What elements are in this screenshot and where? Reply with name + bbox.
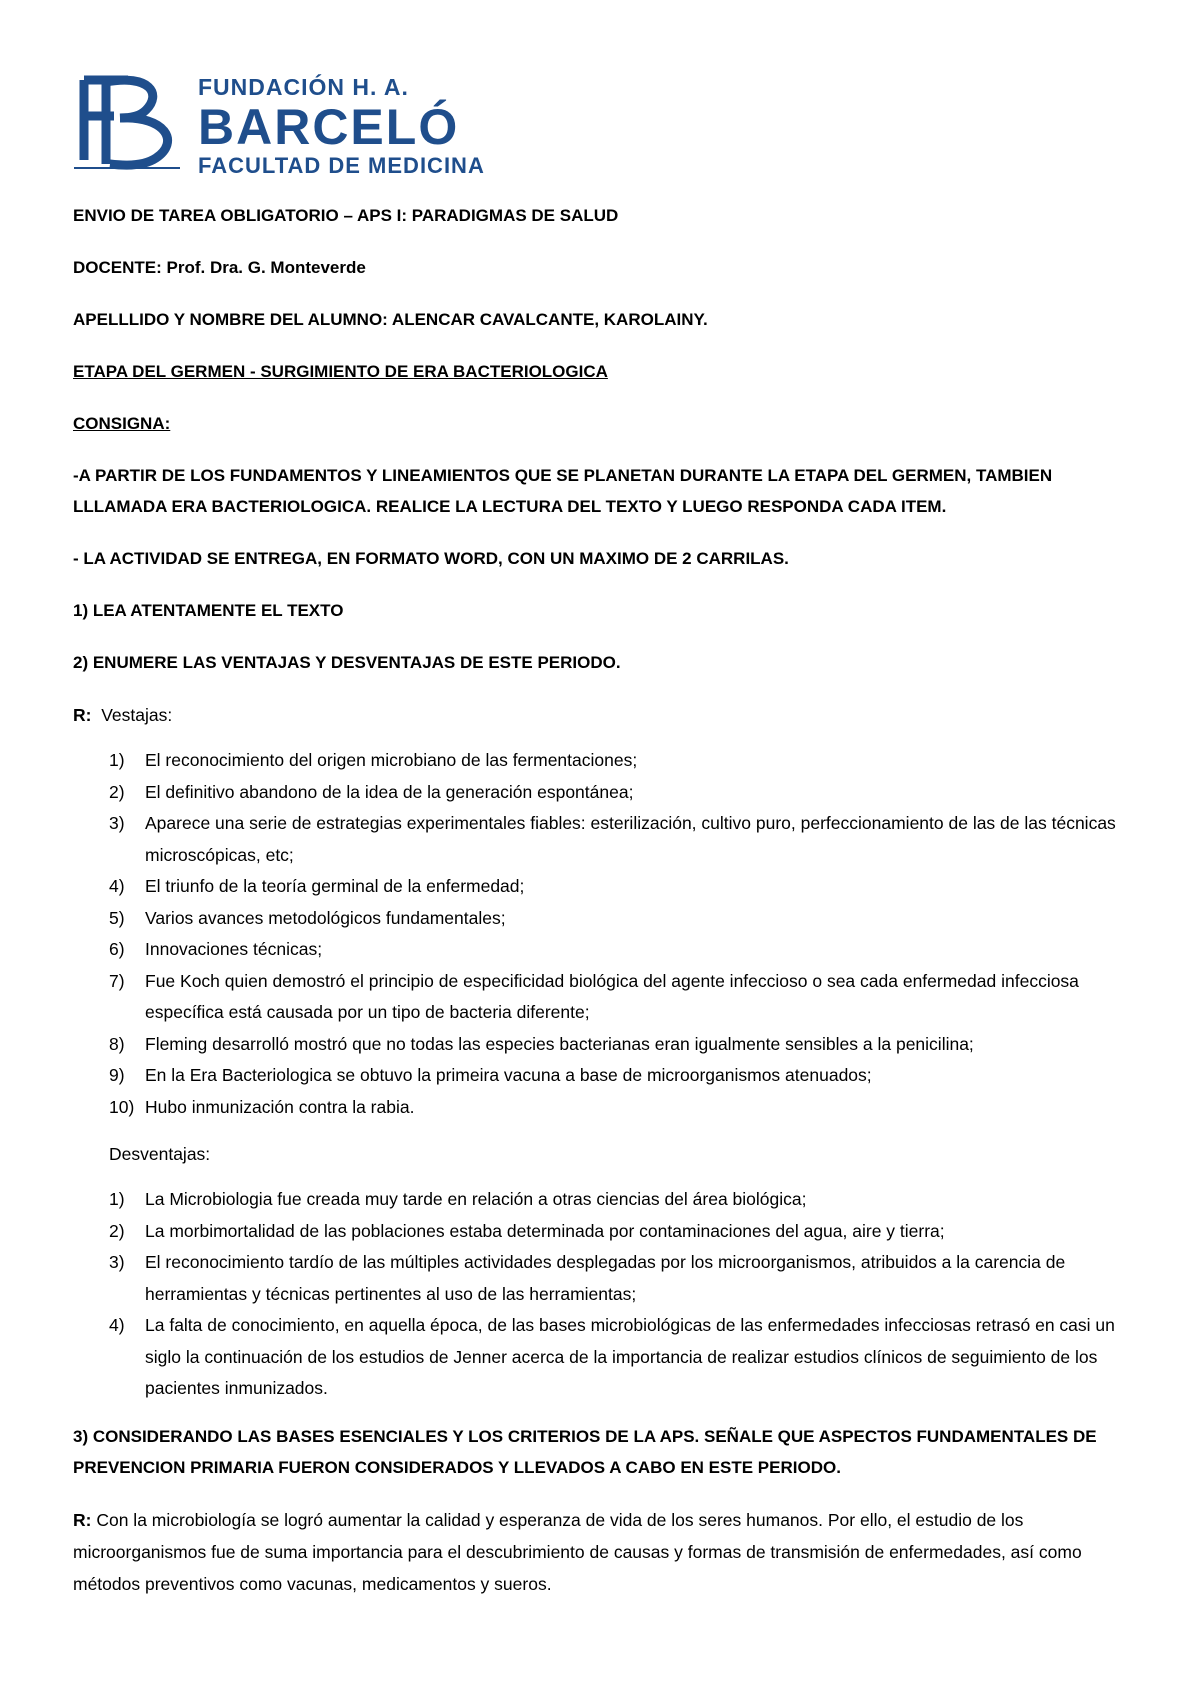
list-item-text: Hubo inmunización contra la rabia. <box>145 1096 415 1117</box>
ventajas-label-line <box>73 699 1138 731</box>
list-item-text: El definitivo abandono de la idea de la generación espontánea; <box>145 781 634 802</box>
stage-heading: ETAPA DEL GERMEN - SURGIMIENTO DE ERA BACTERIOLOGICA <box>73 362 608 381</box>
list-item-text: La morbimortalidad de las poblaciones estaba determinada por contaminaciones del agua, aire y tierra; <box>145 1220 945 1241</box>
list-item-number: 9) <box>109 1065 125 1085</box>
list-item-text: El reconocimiento tardío de las múltiples actividades desplegadas por los microorganismos, atribuidos a la carencia de herramientas y técnicas pertinentes al uso de las herramientas; <box>145 1252 1066 1304</box>
list-item-text: Fue Koch quien demostró el principio de especificidad biológica del agente infeccioso o sea cada enfermedad infecciosa específica está causada por un tipo de bacteria diferente; <box>145 970 1079 1022</box>
question-3: 3) CONSIDERANDO LAS BASES ESENCIALES Y LOS CRITERIOS DE LA APS. SEÑALE QUE ASPECTOS FUNDAMENTALES DE PREVENCION PRIMARIA FUERON CONSIDERADOS Y LLEVADOS A CABO EN ESTE PERIODO. <box>73 1426 1097 1477</box>
list-item <box>73 777 1138 809</box>
consigna-heading: CONSIGNA: <box>73 414 171 433</box>
list-item-text: La Microbiologia fue creada muy tarde en relación a otras ciencias del área biológica; <box>145 1189 807 1209</box>
list-item <box>73 745 1138 777</box>
list-item-number: 8) <box>109 1033 125 1054</box>
barcelo-logo <box>70 68 500 180</box>
answer-3 <box>73 1504 1138 1600</box>
logo-line-1: FUNDACIÓN H. A. <box>198 74 409 100</box>
list-item <box>73 1092 1138 1124</box>
list-item <box>73 1184 1138 1216</box>
list-item-number: 1) <box>109 750 125 770</box>
list-item <box>73 1060 1138 1092</box>
list-item-text: El triunfo de la teoría germinal de la enfermedad; <box>145 876 525 896</box>
list-item-number: 7) <box>109 970 125 991</box>
list-item-number: 6) <box>109 939 125 959</box>
list-item <box>73 808 1138 871</box>
list-item <box>73 1216 1138 1248</box>
list-item <box>73 1247 1138 1310</box>
teacher-line: DOCENTE: Prof. Dra. G. Monteverde <box>73 258 366 277</box>
list-item-number: 2) <box>109 1220 125 1241</box>
document-body <box>73 200 1138 1614</box>
list-item-text: Innovaciones técnicas; <box>145 939 323 959</box>
list-item-text: Fleming desarrolló mostró que no todas las especies bacterianas eran igualmente sensibles a la penicilina; <box>145 1033 974 1054</box>
list-item-number: 1) <box>109 1189 125 1209</box>
list-item <box>73 903 1138 935</box>
ventajas-label: Vestajas: <box>101 705 173 725</box>
question-2: 2) ENUMERE LAS VENTAJAS Y DESVENTAJAS DE ESTE PERIODO. <box>73 653 621 672</box>
desventajas-list <box>73 1184 1138 1405</box>
list-item <box>73 934 1138 966</box>
doc-title: ENVIO DE TAREA OBLIGATORIO – APS I: PARADIGMAS DE SALUD <box>73 206 619 225</box>
logo-text <box>198 68 485 180</box>
desventajas-label: Desventajas: <box>109 1144 211 1164</box>
answer-r-label: R: <box>73 705 92 725</box>
logo-line-3: FACULTAD DE MEDICINA <box>198 153 485 178</box>
list-item-number: 10) <box>109 1096 135 1117</box>
list-item-text: En la Era Bacteriologica se obtuvo la primeira vacuna a base de microorganismos atenuados; <box>145 1065 872 1085</box>
list-item <box>73 966 1138 1029</box>
list-item-number: 4) <box>109 1315 125 1335</box>
list-item-text: El reconocimiento del origen microbiano de las fermentaciones; <box>145 750 638 770</box>
answer-3-text: Con la microbiología se logró aumentar la calidad y esperanza de vida de los seres humanos. Por ello, el estudio de los microorganismos fue de suma importancia para el descubrimiento de causas y formas de transmisión de enfermedades, así como métodos preventivos como vacunas, medicamentos y sueros. <box>73 1509 1082 1594</box>
list-item-number: 3) <box>109 1252 125 1272</box>
list-item-text: La falta de conocimiento, en aquella época, de las bases microbiológicas de las enfermedades infecciosas retrasó en casi un siglo la continuación de los estudios de Jenner acerca de la importancia de realizar estudios clínicos de seguimiento de los pacientes inmunizados. <box>145 1315 1115 1398</box>
list-item-number: 3) <box>109 813 125 833</box>
list-item-text: Varios avances metodológicos fundamentales; <box>145 907 506 928</box>
question-1: 1) LEA ATENTAMENTE EL TEXTO <box>73 601 344 620</box>
list-item-number: 5) <box>109 907 125 928</box>
ventajas-list <box>73 745 1138 1123</box>
fb-monogram-icon <box>70 68 188 172</box>
list-item <box>73 1029 1138 1061</box>
list-item <box>73 871 1138 903</box>
list-item-text: Aparece una serie de estrategias experimentales fiables: esterilización, cultivo puro, perfeccionamiento de las de las técnicas microscópicas, etc; <box>145 813 1116 865</box>
instruction-2: - LA ACTIVIDAD SE ENTREGA, EN FORMATO WORD, CON UN MAXIMO DE 2 CARRILAS. <box>73 549 789 568</box>
list-item-number: 2) <box>109 781 125 802</box>
list-item-number: 4) <box>109 876 125 896</box>
logo-line-2: BARCELÓ <box>198 99 460 155</box>
answer-r-label: R: <box>73 1509 92 1530</box>
student-line: APELLLIDO Y NOMBRE DEL ALUMNO: ALENCAR CAVALCANTE, KAROLAINY. <box>73 310 708 329</box>
list-item <box>73 1310 1138 1405</box>
instruction-1: -A PARTIR DE LOS FUNDAMENTOS Y LINEAMIENTOS QUE SE PLANETAN DURANTE LA ETAPA DEL GERMEN, TAMBIEN LLLAMADA ERA BACTERIOLOGICA. REALICE LA LECTURA DEL TEXTO Y LUEGO RESPONDA CADA ITEM. <box>73 466 1053 516</box>
